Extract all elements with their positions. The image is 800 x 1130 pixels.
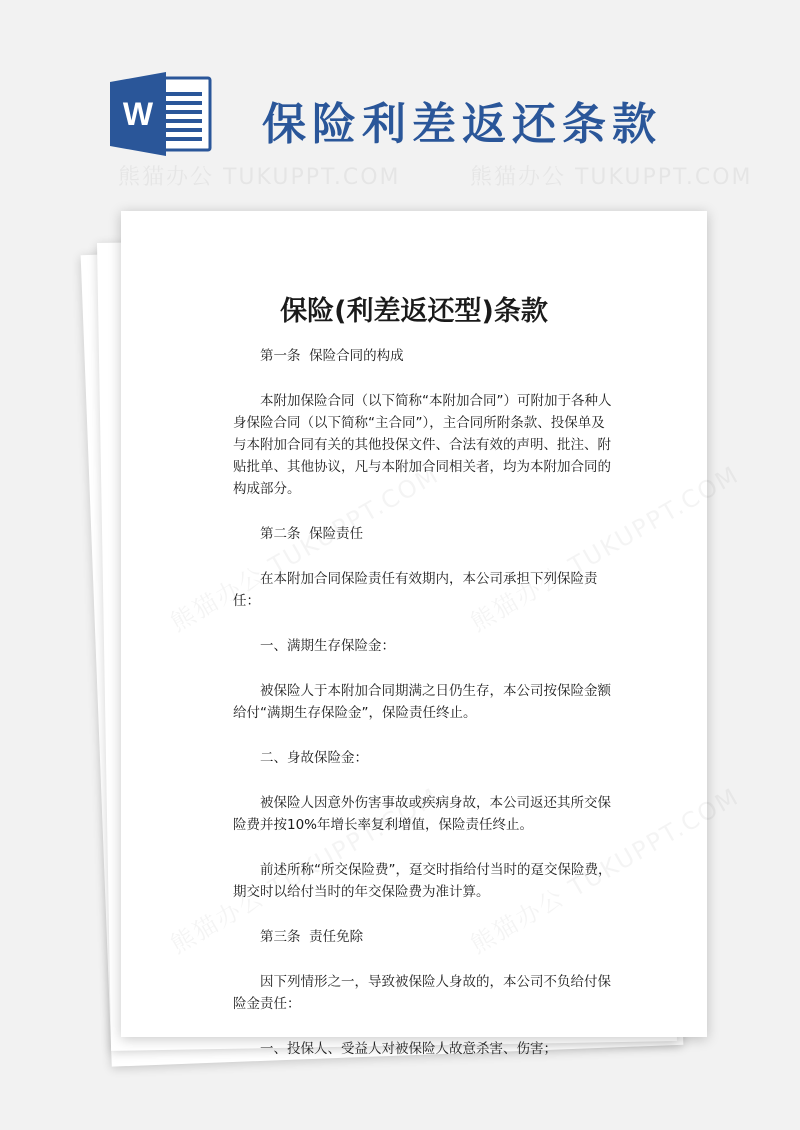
banner-title: 保险利差返还条款 (262, 99, 662, 150)
section-heading: 第二条 保险责任 (260, 526, 364, 542)
paragraph: 二、身故保险金： (260, 750, 368, 766)
word-icon-letter: W (122, 96, 154, 132)
watermark: 熊猫办公 TUKUPPT.COM (470, 165, 753, 190)
paragraph: 前述所称“所交保险费”，趸交时指给付当时的趸交保险费，期交时以给付当时的年交保险费为准计算。 (233, 862, 612, 900)
paragraph: 本附加保险合同（以下简称“本附加合同”）可附加于各种人身保险合同（以下简称“主合同”），主合同所附条款、投保单及与本附加合同有关的其他投保文件、合法有效的声明、批注、附贴批单、其他协议，凡与本附加合同相关者，均为本附加合同的构成部分。 (233, 393, 612, 497)
paragraph: 被保险人因意外伤害事故或疾病身故，本公司返还其所交保险费并按10%年增长率复利增值，保险责任终止。 (233, 795, 611, 833)
paragraph: 因下列情形之一，导致被保险人身故的，本公司不负给付保险金责任： (233, 974, 611, 1012)
document-title: 保险(利差返还型)条款 (280, 296, 548, 327)
document-body (233, 345, 613, 1083)
paragraph: 一、投保人、受益人对被保险人故意杀害、伤害； (260, 1041, 557, 1057)
word-document-icon (110, 72, 214, 156)
paragraph: 在本附加合同保险责任有效期内，本公司承担下列保险责任： (233, 571, 598, 609)
header-banner (0, 0, 800, 200)
paragraph: 一、满期生存保险金： (260, 638, 395, 654)
paragraph: 被保险人于本附加合同期满之日仍生存，本公司按保险金额给付“满期生存保险金”，保险责任终止。 (233, 683, 611, 721)
watermark: 熊猫办公 TUKUPPT.COM (118, 165, 401, 190)
section-heading: 第三条 责任免除 (260, 929, 364, 945)
document-page (121, 211, 707, 1057)
section-heading: 第一条 保险合同的构成 (260, 348, 404, 364)
